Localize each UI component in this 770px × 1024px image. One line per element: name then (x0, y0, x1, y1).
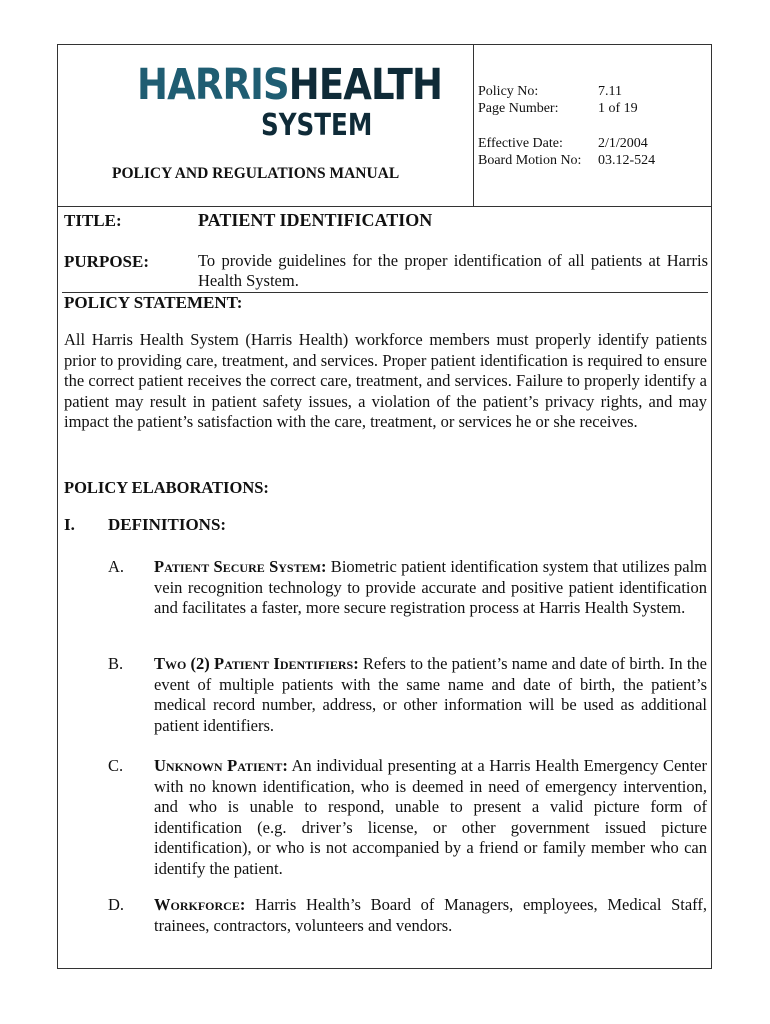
definitions-heading: DEFINITIONS: (108, 515, 227, 534)
purpose-text: To provide guidelines for the proper identification of all patients at Harris Health System. (198, 251, 708, 290)
policy-elaborations-heading: POLICY ELABORATIONS: (64, 478, 269, 497)
definition-letter: C. (108, 756, 124, 775)
effective-date-label: Effective Date: (478, 136, 563, 151)
document-title: PATIENT IDENTIFICATION (198, 210, 433, 230)
page-number-value: 1 of 19 (598, 101, 638, 116)
harris-health-logo (137, 60, 443, 148)
title-label: TITLE: (64, 211, 122, 230)
definition-term: Workforce: (154, 895, 246, 914)
board-motion-value: 03.12-524 (598, 153, 656, 168)
policy-statement-heading: POLICY STATEMENT: (64, 293, 243, 312)
definition-item (154, 654, 707, 736)
definition-text: Biometric patient identification system that utilizes palm vein recognition technology to provide accurate and positive patient identification and facilitates a faster, more secure registration process at Harris Health System. (154, 557, 708, 617)
manual-title: POLICY AND REGULATIONS MANUAL (112, 165, 400, 182)
board-motion-label: Board Motion No: (478, 153, 582, 168)
page-number-label: Page Number: (478, 101, 559, 116)
section-numeral: I. (64, 515, 75, 534)
definition-text: Harris Health’s Board of Managers, employees, Medical Staff, trainees, contractors, volunteers and vendors. (154, 895, 707, 935)
definition-term: Patient Secure System: (154, 557, 327, 576)
definition-item (154, 756, 707, 879)
header-divider (57, 206, 712, 207)
definition-term: Two (2) Patient Identifiers: (154, 654, 359, 673)
definition-item (154, 557, 707, 619)
definition-text: Refers to the patient’s name and date of birth. In the event of multiple patients with the same name and date of birth, the patient’s medical record number, address, or other information will be used as additional patient identifiers. (154, 654, 707, 735)
policy-no-label: Policy No: (478, 84, 539, 99)
policy-meta-box (473, 44, 712, 207)
policy-statement-text: All Harris Health System (Harris Health) workforce members must properly identify patients prior to providing care, treatment, and services. Proper patient identification is required to ensure the correct patient receives the correct care, treatment, and services. Failure to properly identify a patient may result in patient safety issues, a violation of the patient’s privacy rights, and may impact the patient’s satisfaction with the care, treatment, or services he or she receives. (64, 330, 707, 431)
definition-letter: A. (108, 557, 125, 576)
definition-letter: B. (108, 654, 124, 673)
definition-letter: D. (108, 895, 125, 914)
definition-term: Unknown Patient: (154, 756, 288, 775)
logo-line-1: HARRISHEALTH (137, 60, 443, 110)
definition-text: An individual presenting at a Harris Health Emergency Center with no known identification, who is deemed in need of emergency intervention, and who is unable to respond, unable to present a valid picture form of identification (e.g. driver’s license, or other government issued picture identification), or who is not accompanied by a friend or family member who can identify the patient. (154, 756, 708, 878)
policy-no-value: 7.11 (598, 84, 622, 99)
logo-line-2: SYSTEM (261, 108, 373, 143)
purpose-label: PURPOSE: (64, 252, 149, 271)
definition-item (154, 895, 707, 936)
effective-date-value: 2/1/2004 (598, 136, 648, 151)
